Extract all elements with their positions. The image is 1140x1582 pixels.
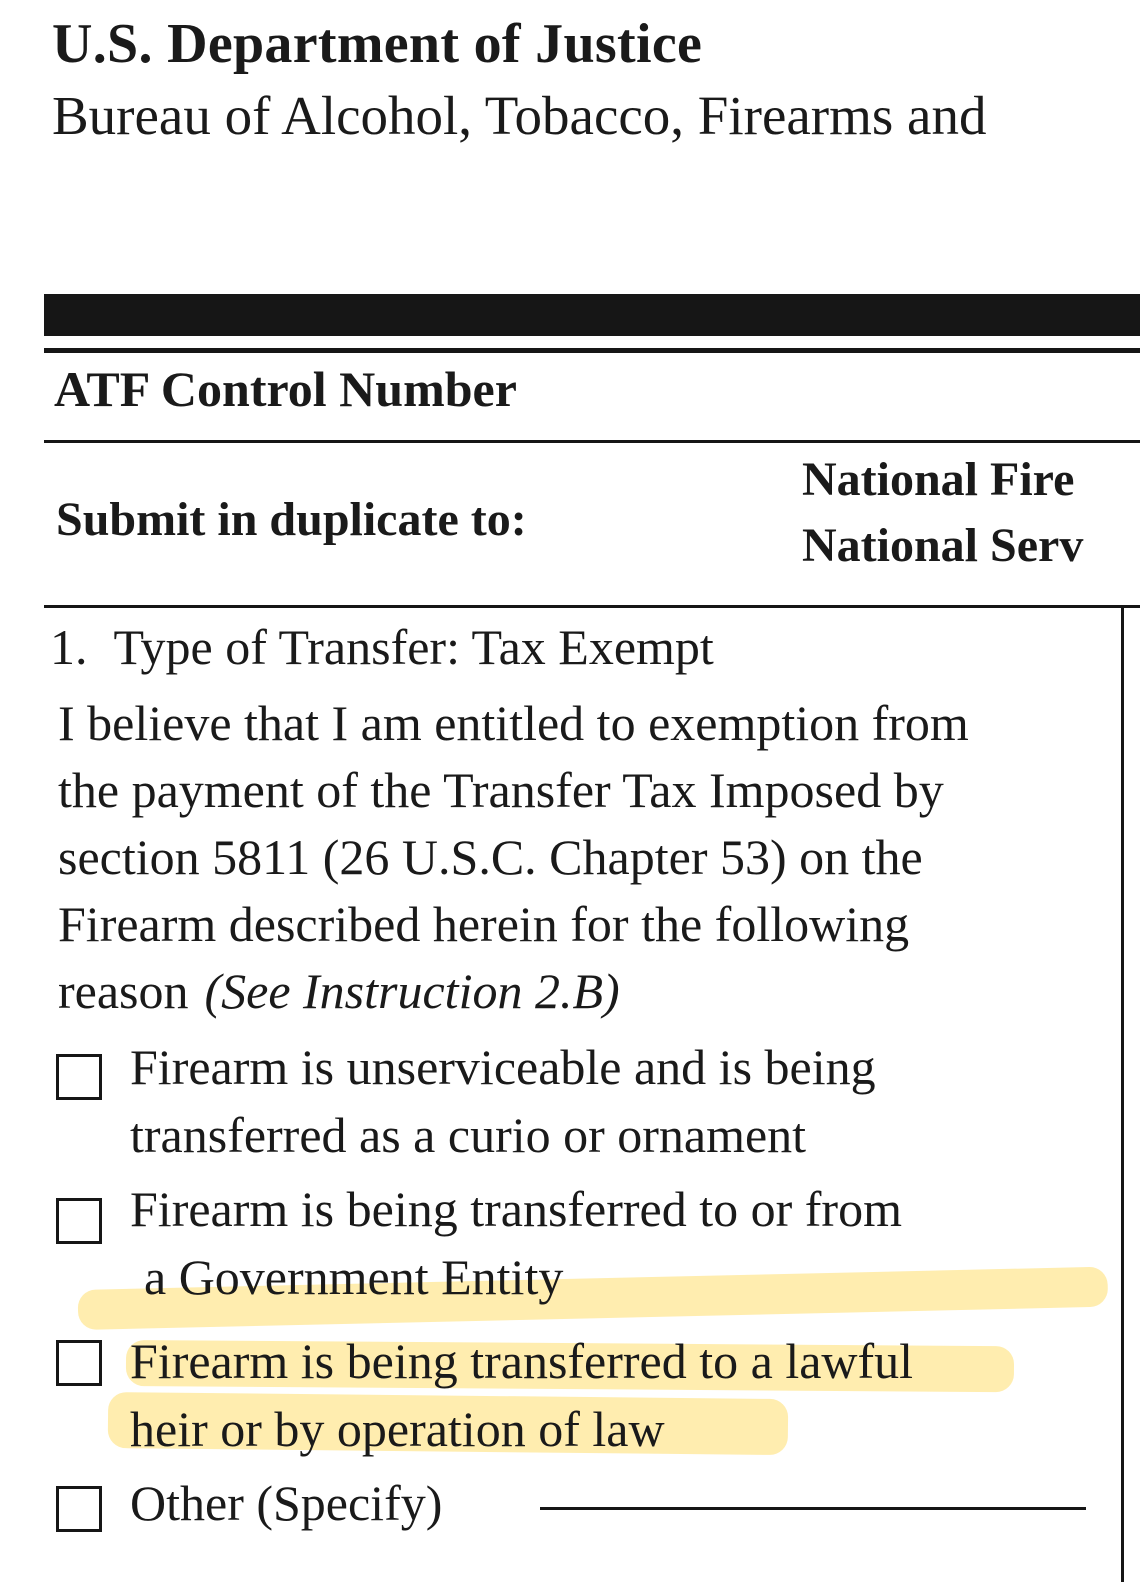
atf-control-number-label: ATF Control Number (54, 361, 517, 417)
option-government-line-1: Firearm is being transferred to or from (130, 1181, 902, 1237)
divider (44, 440, 1140, 443)
department-title: U.S. Department of Justice (52, 13, 703, 75)
option-other-label: Other (Specify) (130, 1475, 443, 1531)
option-lawful-heir-line-2: heir or by operation of law (130, 1401, 665, 1457)
paragraph-line: I believe that I am entitled to exemption from (58, 695, 969, 751)
paragraph-line: the payment of the Transfer Tax Imposed by (58, 762, 944, 818)
option-unserviceable-line-2: transferred as a curio or ornament (130, 1107, 807, 1163)
paragraph-last-word: reason (58, 963, 189, 1019)
checkbox-lawful-heir[interactable] (56, 1340, 102, 1386)
submit-address-line-1: National Fire (802, 453, 1075, 506)
checkbox-unserviceable[interactable] (56, 1054, 102, 1100)
instruction-reference: (See Instruction 2.B) (204, 963, 620, 1019)
exemption-paragraph (58, 690, 1118, 1025)
box-border (1121, 608, 1124, 1582)
paragraph-line: Firearm described herein for the following (58, 896, 910, 952)
item-1-heading (50, 618, 714, 676)
paragraph-line (58, 958, 1118, 1025)
other-specify-field[interactable] (540, 1507, 1086, 1510)
header-bar (44, 294, 1140, 336)
bureau-title: Bureau of Alcohol, Tobacco, Firearms and (52, 85, 987, 146)
divider (44, 348, 1140, 353)
checkbox-other[interactable] (56, 1486, 102, 1532)
paragraph-line: section 5811 (26 U.S.C. Chapter 53) on the (58, 829, 923, 885)
submit-label: Submit in duplicate to: (56, 493, 527, 546)
item-number: 1. (50, 619, 88, 675)
option-lawful-heir-line-1: Firearm is being transferred to a lawful (130, 1333, 914, 1389)
option-government-line-2: a Government Entity (144, 1249, 564, 1305)
item-title: Type of Transfer: Tax Exempt (113, 619, 714, 675)
option-unserviceable-line-1: Firearm is unserviceable and is being (130, 1039, 876, 1095)
submit-address-line-2: National Serv (802, 519, 1084, 572)
checkbox-government-entity[interactable] (56, 1198, 102, 1244)
divider (44, 605, 1140, 608)
